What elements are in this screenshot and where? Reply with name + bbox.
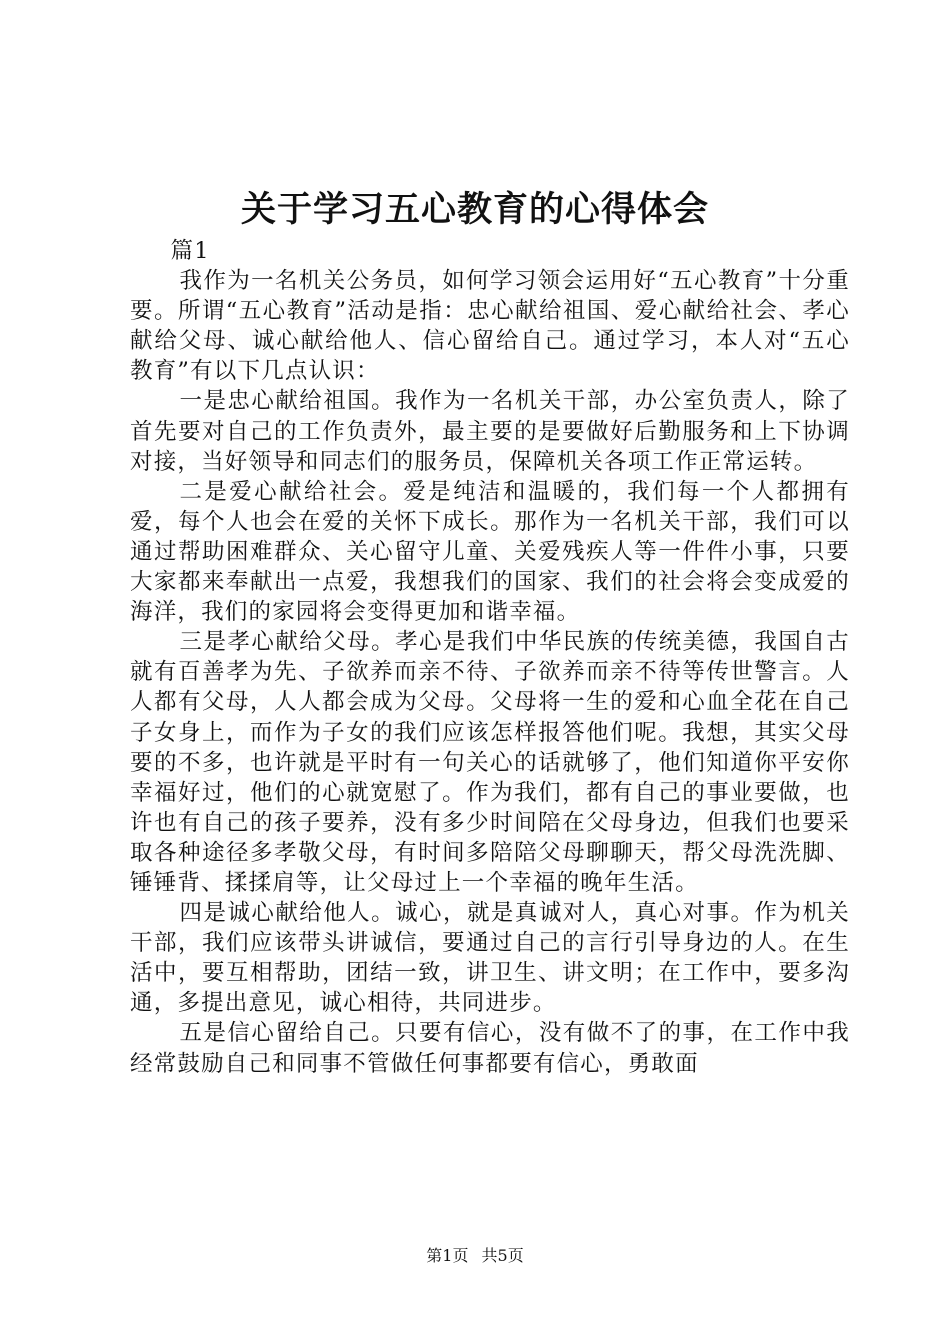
paragraph-loyalty: 一是忠心献给祖国。我作为一名机关干部，办公室负责人，除了首先要对自己的工作负责外，最主要的是要做好后勤服务和上下协调对接，当好领导和同志们的服务员，保障机关各项工作正常运转。 <box>130 388 850 475</box>
paragraph-love: 二是爱心献给社会。爱是纯洁和温暖的，我们每一个人都拥有爱，每个人也会在爱的关怀下成长。那作为一名机关干部，我们可以通过帮助困难群众、关心留守儿童、关爱残疾人等一件件小事，只要大家都来奉献出一点爱，我想我们的国家、我们的社会将会变成爱的海洋，我们的家园将会变得更加和谐幸福。 <box>130 478 850 626</box>
page-total: 共5页 <box>481 1246 524 1265</box>
section-label: 篇1 <box>170 238 210 264</box>
paragraph-intro: 我作为一名机关公务员，如何学习领会运用好“五心教育”十分重要。所谓“五心教育”活动是指：忠心献给祖国、爱心献给社会、孝心献给父母、诚心献给他人、信心留给自己。通过学习，本人对“五心教育”有以下几点认识： <box>130 268 850 385</box>
paragraph-filial: 三是孝心献给父母。孝心是我们中华民族的传统美德，我国自古就有百善孝为先、子欲养而亲不待、子欲养而亲不待等传世警言。人人都有父母，人人都会成为父母。父母将一生的爱和心血全花在自己子女身上，而作为子女的我们应该怎样报答他们呢。我想，其实父母要的不多，也许就是平时有一句关心的话就够了，他们知道你平安你幸福好过，他们的心就宽慰了。作为我们，都有自己的事业要做，也许也有自己的孩子要养，没有多少时间陪在父母身边，但我们也要采取各种途径多孝敬父母，有时间多陪陪父母聊聊天，帮父母洗洗脚、锤锤背、揉揉肩等，让父母过上一个幸福的晚年生活。 <box>130 629 850 896</box>
document-body <box>130 236 850 1079</box>
paragraph-confidence: 五是信心留给自己。只要有信心，没有做不了的事，在工作中我经常鼓励自己和同事不管做任何事都要有信心，勇敢面 <box>130 1020 850 1077</box>
paragraph-sincerity: 四是诚心献给他人。诚心，就是真诚对人，真心对事。作为机关干部，我们应该带头讲诚信，要通过自己的言行引导身边的人。在生活中，要互相帮助，团结一致，讲卫生、讲文明；在工作中，要多沟通，多提出意见，诚心相待，共同进步。 <box>130 900 850 1017</box>
page-number: 第1页 <box>426 1246 469 1265</box>
document-title: 关于学习五心教育的心得体会 <box>240 189 709 230</box>
page-footer <box>0 1244 950 1268</box>
